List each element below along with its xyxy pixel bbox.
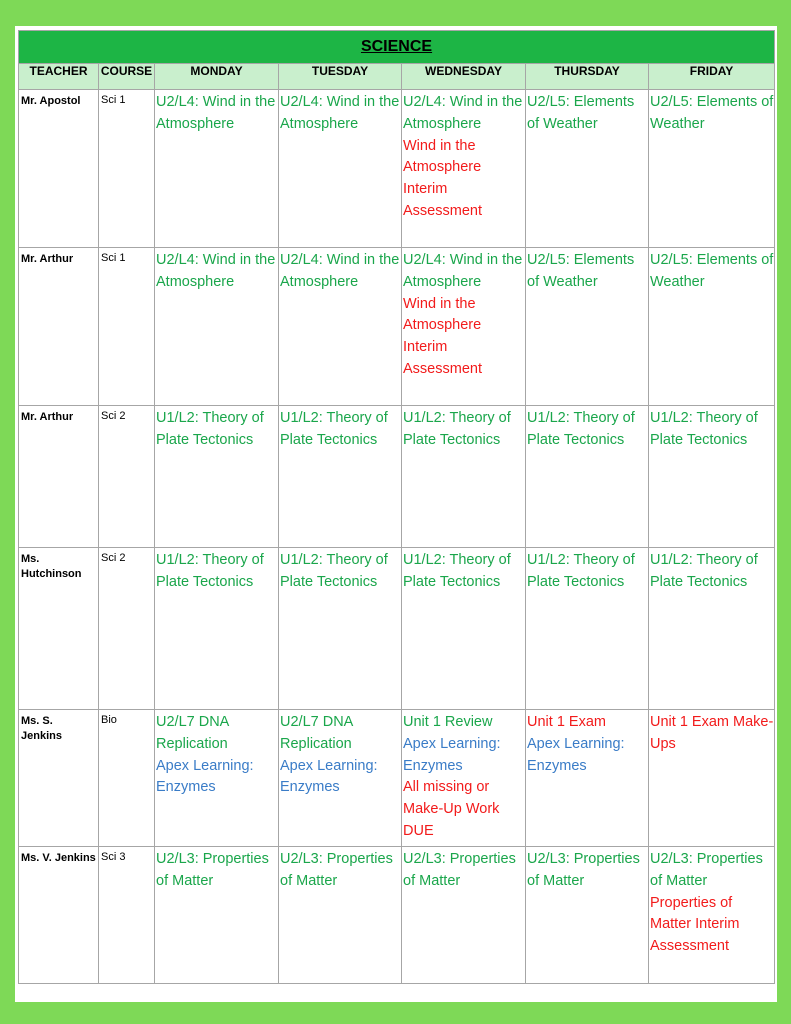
tuesday-cell (279, 406, 402, 548)
lesson-entry: U1/L2: Theory of Plate Tectonics (527, 552, 635, 590)
monday-cell (155, 847, 279, 984)
table-row (19, 406, 775, 548)
lesson-entry: U1/L2: Theory of Plate Tectonics (650, 410, 758, 448)
wednesday-cell (402, 406, 526, 548)
thursday-cell (526, 847, 649, 984)
lesson-entry: U1/L2: Theory of Plate Tectonics (527, 410, 635, 448)
header-wednesday: WEDNESDAY (402, 64, 526, 90)
lesson-entry: U2/L4: Wind in the Atmosphere (280, 252, 400, 290)
lesson-entry: U2/L4: Wind in the Atmosphere (280, 94, 400, 132)
thursday-cell (526, 90, 649, 248)
teacher-cell: Mr. Apostol (19, 90, 99, 248)
lesson-entry: U2/L5: Elements of Weather (527, 252, 635, 290)
monday-cell (155, 710, 279, 847)
lesson-entry: U2/L3: Properties of Matter (156, 851, 269, 889)
header-course: COURSE (99, 64, 155, 90)
tuesday-cell (279, 847, 402, 984)
wednesday-cell (402, 248, 526, 406)
wednesday-cell (402, 548, 526, 710)
friday-cell (649, 548, 775, 710)
lesson-entry: U1/L2: Theory of Plate Tectonics (403, 410, 511, 448)
science-schedule-table (18, 30, 775, 984)
thursday-cell (526, 248, 649, 406)
lesson-entry: Wind in the Atmosphere Interim Assessment (403, 137, 482, 219)
thursday-cell (526, 710, 649, 847)
lesson-entry: Apex Learning: Enzymes (527, 735, 625, 774)
lesson-entry: Apex Learning: Enzymes (280, 757, 378, 796)
teacher-cell: Ms. S. Jenkins (19, 710, 99, 847)
lesson-entry: Apex Learning: Enzymes (156, 757, 254, 796)
page (15, 26, 777, 1002)
lesson-entry: U2/L7 DNA Replication (156, 714, 229, 752)
table-row (19, 847, 775, 984)
table-row (19, 90, 775, 248)
lesson-entry: U2/L3: Properties of Matter (527, 851, 640, 889)
friday-cell (649, 710, 775, 847)
course-cell: Bio (99, 710, 155, 847)
header-tuesday: TUESDAY (279, 64, 402, 90)
lesson-entry: U1/L2: Theory of Plate Tectonics (156, 552, 264, 590)
table-row (19, 710, 775, 847)
course-cell: Sci 2 (99, 548, 155, 710)
lesson-entry: Unit 1 Exam Make-Ups (650, 714, 774, 752)
lesson-entry: U1/L2: Theory of Plate Tectonics (156, 410, 264, 448)
lesson-entry: U2/L5: Elements of Weather (650, 94, 774, 132)
table-title: SCIENCE (19, 31, 775, 64)
teacher-cell: Ms. V. Jenkins (19, 847, 99, 984)
lesson-entry: U2/L4: Wind in the Atmosphere (403, 94, 523, 132)
lesson-entry: All missing or Make-Up Work DUE (403, 779, 500, 839)
course-cell: Sci 1 (99, 248, 155, 406)
tuesday-cell (279, 90, 402, 248)
lesson-entry: U1/L2: Theory of Plate Tectonics (650, 552, 758, 590)
lesson-entry: U2/L3: Properties of Matter (650, 851, 763, 889)
wednesday-cell (402, 847, 526, 984)
tuesday-cell (279, 548, 402, 710)
friday-cell (649, 847, 775, 984)
teacher-cell: Mr. Arthur (19, 248, 99, 406)
lesson-entry: Properties of Matter Interim Assessment (650, 894, 740, 955)
friday-cell (649, 90, 775, 248)
table-row (19, 548, 775, 710)
thursday-cell (526, 406, 649, 548)
tuesday-cell (279, 248, 402, 406)
friday-cell (649, 248, 775, 406)
lesson-entry: U2/L5: Elements of Weather (527, 94, 635, 132)
monday-cell (155, 548, 279, 710)
lesson-entry: Wind in the Atmosphere Interim Assessment (403, 295, 482, 377)
course-cell: Sci 2 (99, 406, 155, 548)
table-row (19, 248, 775, 406)
monday-cell (155, 90, 279, 248)
course-cell: Sci 3 (99, 847, 155, 984)
header-row (19, 64, 775, 90)
lesson-entry: U2/L4: Wind in the Atmosphere (403, 252, 523, 290)
lesson-entry: U1/L2: Theory of Plate Tectonics (280, 552, 388, 590)
lesson-entry: U1/L2: Theory of Plate Tectonics (403, 552, 511, 590)
header-monday: MONDAY (155, 64, 279, 90)
lesson-entry: U2/L7 DNA Replication (280, 714, 353, 752)
lesson-entry: Apex Learning: Enzymes (403, 735, 501, 774)
thursday-cell (526, 548, 649, 710)
lesson-entry: U2/L4: Wind in the Atmosphere (156, 94, 276, 132)
teacher-cell: Mr. Arthur (19, 406, 99, 548)
tuesday-cell (279, 710, 402, 847)
lesson-entry: Unit 1 Exam (527, 714, 606, 730)
wednesday-cell (402, 710, 526, 847)
lesson-entry: U2/L3: Properties of Matter (280, 851, 393, 889)
header-thursday: THURSDAY (526, 64, 649, 90)
lesson-entry: Unit 1 Review (403, 714, 493, 730)
monday-cell (155, 248, 279, 406)
lesson-entry: U2/L5: Elements of Weather (650, 252, 774, 290)
wednesday-cell (402, 90, 526, 248)
lesson-entry: U1/L2: Theory of Plate Tectonics (280, 410, 388, 448)
schedule-body (19, 90, 775, 984)
teacher-cell: Ms. Hutchinson (19, 548, 99, 710)
monday-cell (155, 406, 279, 548)
header-friday: FRIDAY (649, 64, 775, 90)
course-cell: Sci 1 (99, 90, 155, 248)
friday-cell (649, 406, 775, 548)
lesson-entry: U2/L4: Wind in the Atmosphere (156, 252, 276, 290)
lesson-entry: U2/L3: Properties of Matter (403, 851, 516, 889)
header-teacher: TEACHER (19, 64, 99, 90)
